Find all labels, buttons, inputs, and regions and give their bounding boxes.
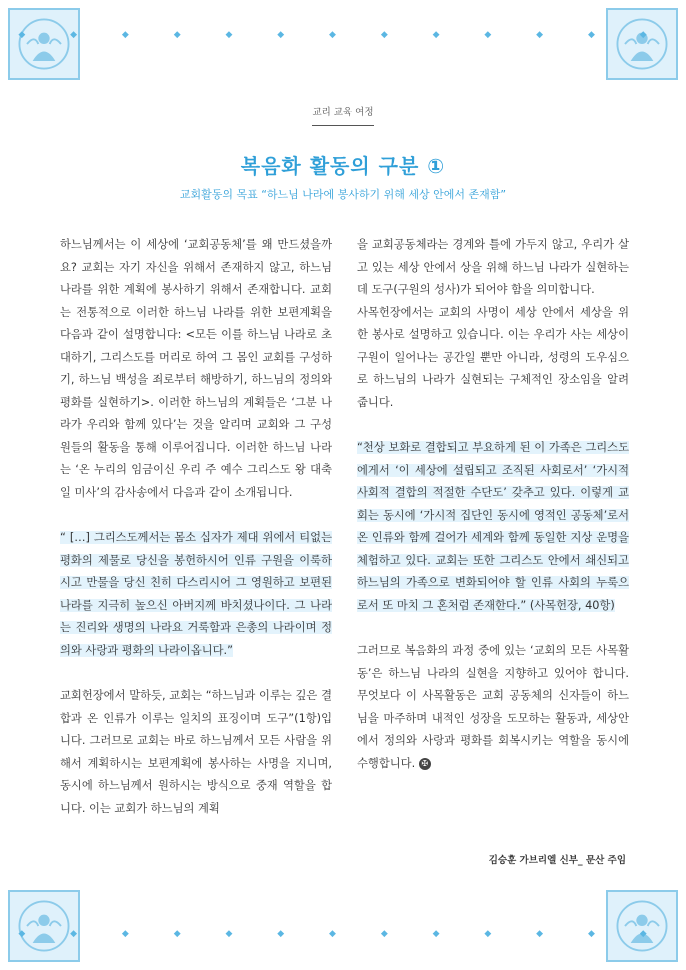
quote-text: “천상 보화로 결합되고 부요하게 된 이 가족은 그리스도에게서 ‘이 세상에 설립되고 조직된 사회로서’ ‘가시적 사회적 결합의 적절한 수단도’ 갖추고 있다. 이렇게 교회는 동시에 ‘가시적 집단인 동시에 영적인 공동체’로서 온 인류와 함께 걸어가 세계와 함께 동일한 지상 운명을 체험하고 있다. 교회는 또한 그리스도 안에서 쇄신되고 하느님의 가족으로 변화되어야 할 인류 사회의 누룩으로서 또 마치 그 혼처럼 존재한다.” (사목헌장, 40항) (357, 441, 629, 612)
kicker-underline (312, 125, 374, 126)
corner-ornament-icon (8, 8, 80, 80)
paragraph: 사목헌장에서는 교회의 사명이 세상 안에서 세상을 위한 봉사로 설명하고 있습니다. 이는 우리가 사는 세상이 구원이 일어나는 공간일 뿐만 아니라, 성령의 도우심으로 하느님의 나라가 실현되는 구체적인 장소임을 알려 줍니다. (357, 305, 629, 409)
paragraph (357, 640, 629, 775)
top-dot-divider: ◆ ◆ ◆ ◆ ◆ ◆ ◆ ◆ ◆ ◆ ◆ ◆ ◆ (18, 30, 668, 40)
highlighted-quote (357, 437, 629, 617)
page-title: 복음화 활동의 구분 ① (240, 154, 446, 178)
cross-end-icon: ✠ (419, 758, 431, 770)
corner-ornament-icon (606, 8, 678, 80)
right-column (357, 234, 629, 775)
left-column (60, 234, 332, 820)
corner-ornament-icon (606, 890, 678, 962)
paragraph: 하느님께서는 이 세상에 ‘교회공동체’를 왜 만드셨을까요? 교회는 자기 자신을 위해서 존재하지 않고, 하느님 나라를 위한 계획에 봉사하기 위해서 존재합니다. 교회는 전통적으로 이러한 하느님 나라를 위한 보편계획을 다음과 같이 설명합니다: <모든 이를 하느님 나라로 초대하기, 그리스도를 머리로 하여 그 몸인 교회를 구성하기, 하느님 백성을 죄로부터 해방하기, 하느님의 정의와 평화를 실현하기>. 이러한 하느님의 계획들은 ‘그분 나라가 우리와 함께 있다’는 것을 알리며 교회와 그 구성원들의 활동을 통해 이루어집니다. 이러한 하느님 나라는 ‘온 누리의 임금이신 우리 주 예수 그리스도 왕 대축일 미사’의 감사송에서 다음과 같이 소개됩니다. (60, 238, 332, 499)
page-subtitle: 교회활동의 목표 “하느님 나라에 봉사하기 위해 세상 안에서 존재함” (179, 188, 507, 201)
bottom-dot-divider: ◆ ◆ ◆ ◆ ◆ ◆ ◆ ◆ ◆ ◆ ◆ ◆ ◆ (18, 929, 668, 939)
paragraph: 교회헌장에서 말하듯, 교회는 “하느님과 이루는 깊은 결합과 온 인류가 이루는 일치의 표징이며 도구”(1항)입니다. 그러므로 교회는 바로 하느님께서 모든 사람을 위해서 계획하시는 보편계획에 봉사하는 사명을 지니며, 동시에 하느님께서 원하시는 방식으로 중재 역할을 합니다. 이는 교회가 하느님의 계획 (60, 689, 332, 815)
section-kicker: 교리 교육 여정 (312, 107, 374, 118)
paragraph-text: 그러므로 복음화의 과정 중에 있는 ‘교회의 모든 사목활동’은 하느님 나라의 실현을 지향하고 있어야 합니다. 무엇보다 이 사목활동은 교회 공동체의 신자들이 하느님을 마주하며 내적인 성장을 도모하는 활동과, 세상안에서 정의와 사랑과 평화를 회복시키는 역할을 동시에 수행합니다. (357, 644, 629, 770)
paragraph: 을 교회공동체라는 경계와 틀에 가두지 않고, 우리가 살고 있는 세상 안에서 상을 위해 하느님 나라가 실현하는 데 도구(구원의 성사)가 되어야 함을 의미합니다. (357, 238, 629, 296)
highlighted-quote (60, 527, 332, 662)
quote-text: “ […] 그리스도께서는 몸소 십자가 제대 위에서 티없는 평화의 제물로 당신을 봉헌하시어 인류 구원을 이룩하시고 만물을 당신 친히 다스리시어 그 영원하고 보편된 나라를 지극히 높으신 아버지께 바치셨나이다. 그 나라는 진리와 생명의 나라요 거룩함과 은총의 나라이며 정의와 사랑과 평화의 나라이옵니다.” (60, 531, 332, 657)
corner-ornament-icon (8, 890, 80, 962)
author-byline: 김승훈 가브리엘 신부_ 문산 주임 (488, 855, 626, 866)
